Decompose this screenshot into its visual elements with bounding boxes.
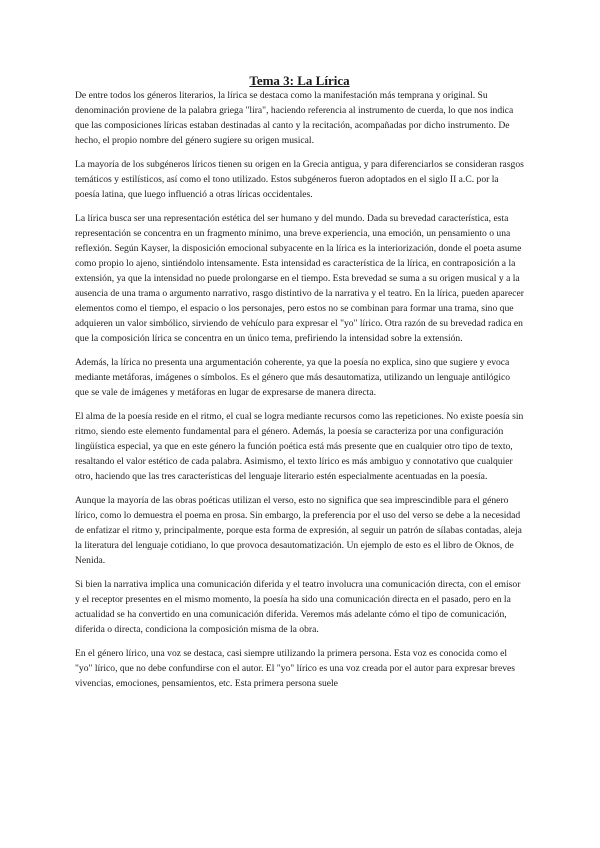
paragraph-origen-lirica: De entre todos los géneros literarios, la lírica se destaca como la manifestación más temprana y original. Su denominación proviene de la palabra griega "lira", haciendo referencia al instrumento de cuerda, lo que nos indica que las composiciones líricas estaban destinadas al canto y la recitación, acompañadas por dicho instrumento. De hecho, el propio nombre del género sugiere su origen musical.: [75, 90, 514, 146]
paragraph-yo-lirico: En el género lírico, una voz se destaca, casi siempre utilizando la primera persona. Esta voz es conocida como el "yo" lírico, que no debe confundirse con el autor. El "yo" lírico es una voz creada por el autor para expresar breves vivencias, emociones, pensamientos, etc. Esta primera persona suele: [75, 648, 516, 690]
paragraph-comunicacion: Si bien la narrativa implica una comunicación diferida y el teatro involucra una comunicación directa, con el emisor y el receptor presentes en el mismo momento, la poesía ha sido una comunicación directa en el pasado, pero en la actualidad se ha convertido en una comunicación diferida. Veremos más adelante cómo el tipo de comunicación, diferida o directa, condiciona la composición misma de la obra.: [75, 579, 521, 635]
paragraph-verso: Aunque la mayoría de las obras poéticas utilizan el verso, esto no significa que sea imprescindible para el género lírico, como lo demuestra el poema en prosa. Sin embargo, la preferencia por el uso del verso se debe a la necesidad de enfatizar el ritmo y, principalmente, porque esta forma de expresión, al seguir un patrón de sílabas contadas, aleja la literatura del lenguaje cotidiano, lo que provoca desautomatización. Un ejemplo de esto es el libro de Oknos, de Nenida.: [75, 495, 522, 566]
paragraph-argumentacion: Además, la lírica no presenta una argumentación coherente, ya que la poesía no explica, sino que sugiere y evoca mediante metáforas, imágenes o símbolos. Es el género que más desautomatiza, utilizando un lenguaje antilógico que se vale de imágenes y metáforas en lugar de expresarse de manera directa.: [75, 357, 511, 398]
page-title: Tema 3: La Lírica: [249, 73, 350, 88]
paragraph-ritmo: El alma de la poesía reside en el ritmo, el cual se logra mediante recursos como las repeticiones. No existe poesía sin ritmo, siendo este elemento fundamental para el género. Además, la poesía se caracteriza por una configuración lingüística especial, ya que en este género la función poética está más presente que en cualquier otro tipo de texto, resaltando el valor estético de cada palabra. Asimismo, el texto lírico es más ambiguo y connotativo que cualquier otro, haciendo que las tres características del lenguaje literario estén especialmente acentuadas en la poesía.: [75, 411, 524, 482]
paragraph-representacion: La lírica busca ser una representación estética del ser humano y del mundo. Dada su brevedad característica, esta representación se concentra en un fragmento mínimo, una breve experiencia, una emoción, un pensamiento o una reflexión. Según Kayser, la disposición emocional subyacente en la lírica es la interiorización, donde el poeta asume como propio lo ajeno, sintiéndolo intensamente. Esta intensidad es característica de la lírica, en contraposición a la extensión, ya que la intensidad no puede prolongarse en el tiempo. Esta brevedad se suma a su origen musical y a la ausencia de una trama o argumento narrativo, rasgo distintivo de la narrativa y el teatro. En la lírica, pueden aparecer elementos como el tiempo, el espacio o los personajes, pero estos no se combinan para formar una trama, sino que adquieren un valor simbólico, sirviendo de vehículo para expresar el "yo" lírico. Otra razón de su brevedad radica en que la composición lírica se concentra en un único tema, prefiriendo la intensidad sobre la extensión.: [75, 213, 524, 344]
paragraph-subgeneros: La mayoría de los subgéneros líricos tienen su origen en la Grecia antigua, y para diferenciarlos se consideran rasgos temáticos y estilísticos, así como el tono utilizado. Estos subgéneros fueron adoptados en el siglo II a.C. por la poesía latina, que luego influenció a otras líricas occidentales.: [75, 159, 524, 200]
